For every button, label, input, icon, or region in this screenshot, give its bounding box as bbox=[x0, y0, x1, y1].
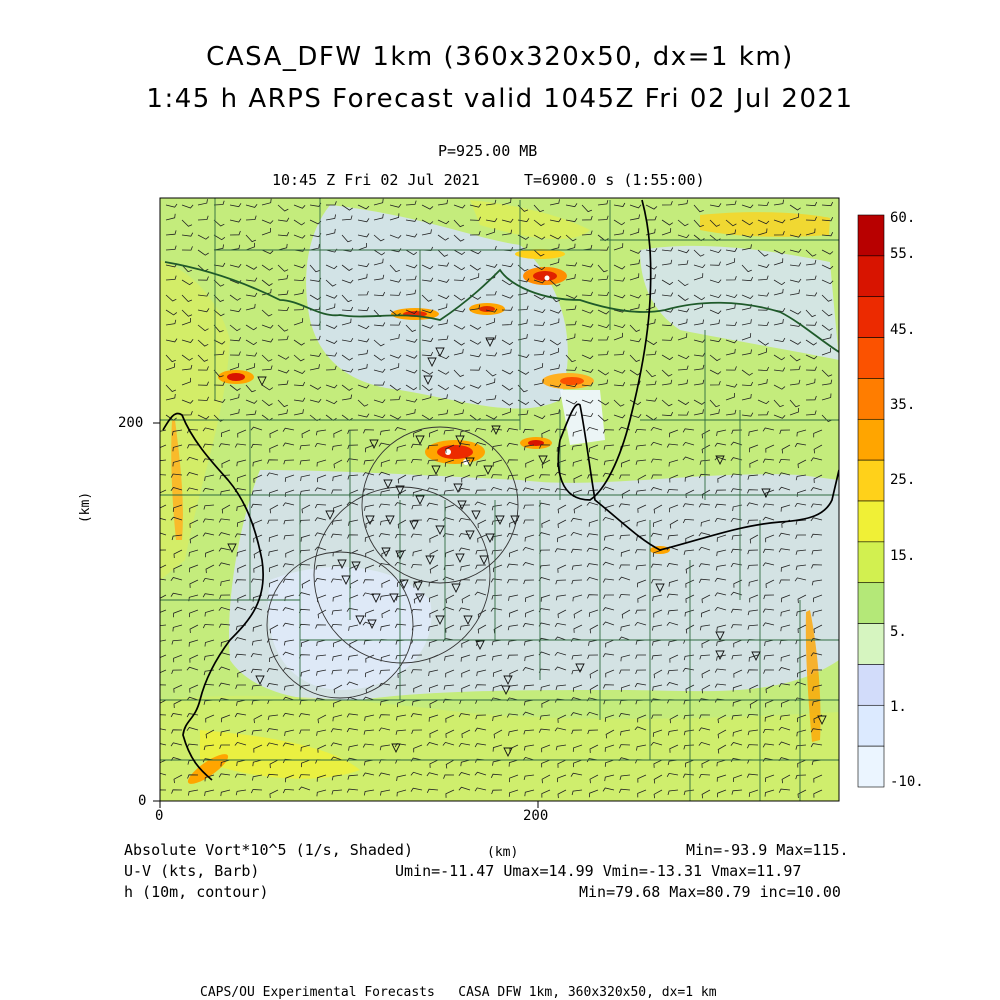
colorbar-label: 15. bbox=[890, 548, 916, 564]
colorbar-swatch bbox=[858, 378, 884, 419]
colorbar bbox=[858, 215, 884, 787]
colorbar-swatch bbox=[858, 583, 884, 624]
legend-field-2: U-V (kts, Barb) bbox=[124, 862, 260, 880]
legend-field-1-stats: Min=-93.9 Max=115. bbox=[686, 841, 849, 859]
legend-field-2-stats: Umin=-11.47 Umax=14.99 Vmin=-13.31 Vmax=11.97 bbox=[395, 862, 802, 880]
colorbar-swatch bbox=[858, 419, 884, 460]
colorbar-swatch bbox=[858, 624, 884, 665]
y-tick-0: 0 bbox=[138, 793, 147, 809]
colorbar-label: -10. bbox=[890, 774, 924, 790]
x-tick-0: 0 bbox=[155, 808, 164, 824]
footer-credit: CAPS/OU Experimental Forecasts CASA DFW 1km, 360x320x50, dx=1 km bbox=[200, 985, 717, 1000]
colorbar-swatch bbox=[858, 460, 884, 501]
colorbar-swatch bbox=[858, 746, 884, 787]
x-axis-label: (km) bbox=[487, 845, 519, 860]
sim-time: T=6900.0 s (1:55:00) bbox=[524, 171, 705, 189]
y-tick-200: 200 bbox=[118, 415, 144, 431]
colorbar-label: 60. bbox=[890, 210, 916, 226]
colorbar-label: 5. bbox=[890, 624, 907, 640]
colorbar-label: 1. bbox=[890, 699, 907, 715]
colorbar-swatch bbox=[858, 297, 884, 338]
colorbar-swatch bbox=[858, 542, 884, 583]
colorbar-swatch bbox=[858, 705, 884, 746]
colorbar-swatch bbox=[858, 664, 884, 705]
colorbar-swatch bbox=[858, 256, 884, 297]
legend-field-3: h (10m, contour) bbox=[124, 883, 269, 901]
colorbar-swatch bbox=[858, 501, 884, 542]
colorbar-swatch bbox=[858, 338, 884, 379]
colorbar-label: 25. bbox=[890, 472, 916, 488]
valid-time: 10:45 Z Fri 02 Jul 2021 bbox=[272, 171, 480, 189]
colorbar-swatch bbox=[858, 215, 884, 256]
colorbar-label: 35. bbox=[890, 397, 916, 413]
legend-field-3-stats: Min=79.68 Max=80.79 inc=10.00 bbox=[579, 883, 841, 901]
y-axis-label: (km) bbox=[78, 491, 94, 524]
colorbar-label: 45. bbox=[890, 322, 916, 338]
title-line-1: CASA_DFW 1km (360x320x50, dx=1 km) bbox=[206, 42, 794, 72]
colorbar-label: 55. bbox=[890, 246, 916, 262]
title-line-2: 1:45 h ARPS Forecast valid 1045Z Fri 02 Jul 2021 bbox=[146, 84, 854, 114]
x-tick-200: 200 bbox=[523, 808, 549, 824]
legend-field-1: Absolute Vort*10^5 (1/s, Shaded) bbox=[124, 841, 413, 859]
pressure-level: P=925.00 MB bbox=[438, 142, 538, 160]
vorticity-field bbox=[160, 198, 839, 801]
